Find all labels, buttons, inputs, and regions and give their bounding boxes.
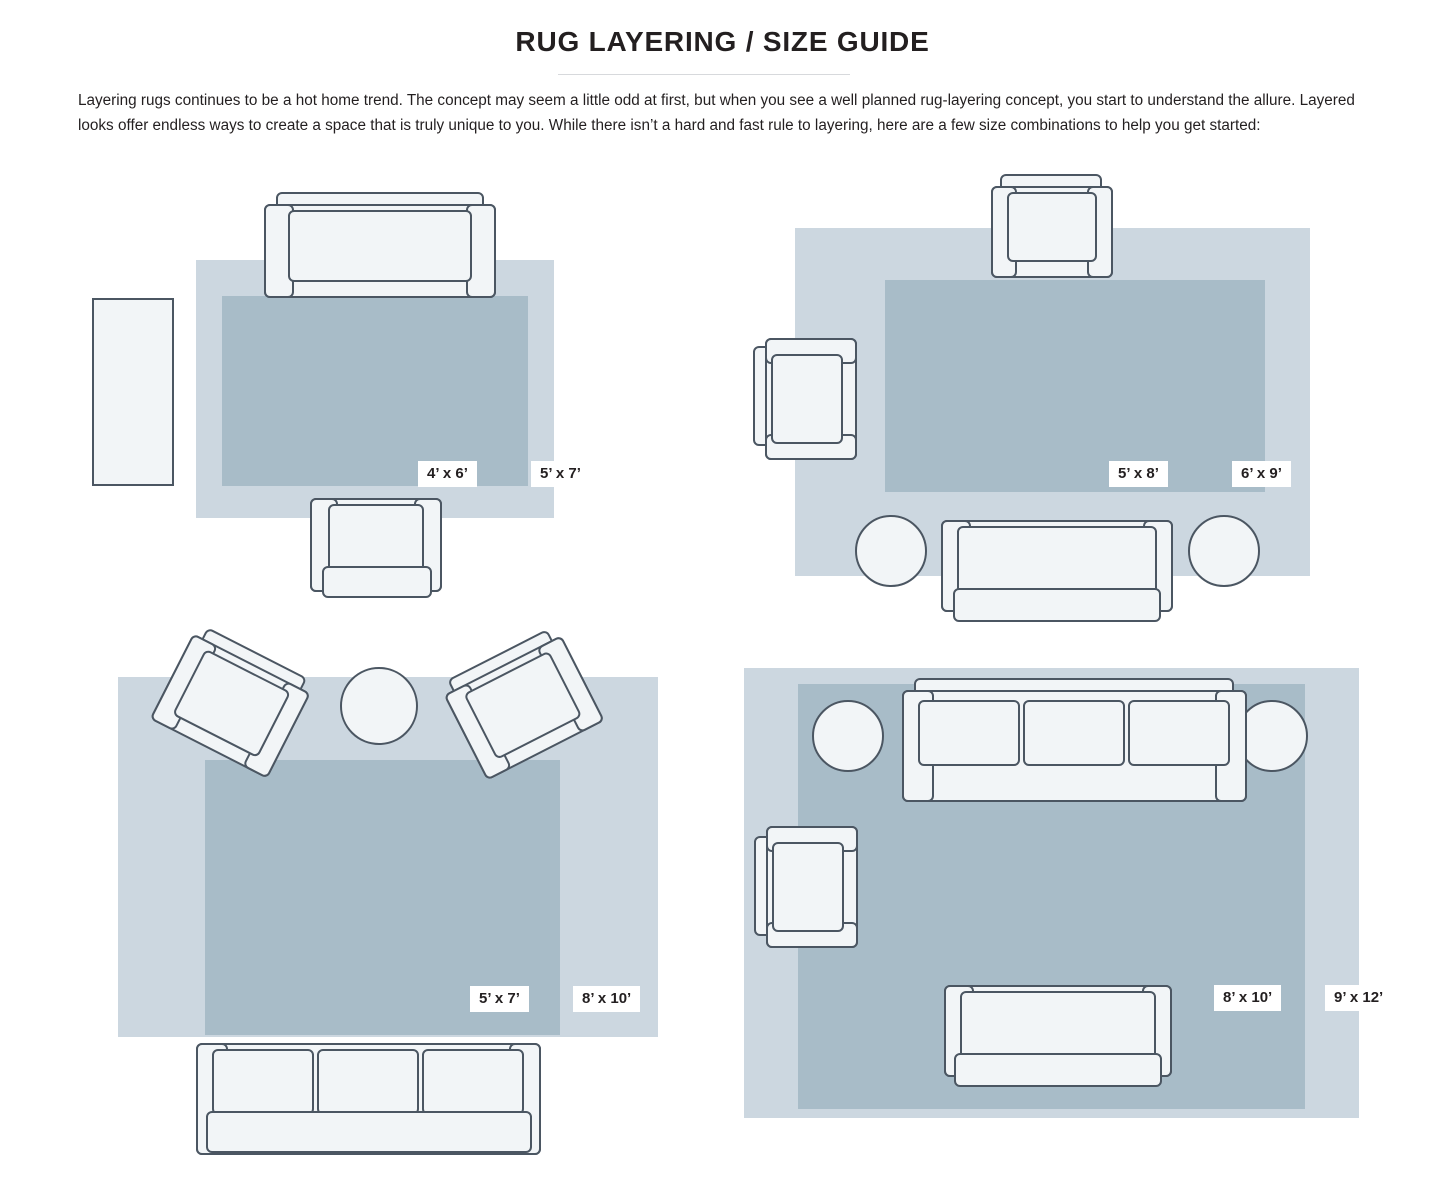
rug-inner-4x6 bbox=[222, 296, 528, 486]
intro-paragraph: Layering rugs continues to be a hot home trend. The concept may seem a little odd at first, but when you see a well planned rug-layering concept, you start to understand the allure. Layered looks offer endless ways to create a space that is truly unique to you. While there isn’t a hard and fast rule to layering, here are a few size combinations to help you get started: bbox=[78, 92, 1355, 134]
sofa-top-cushion-3 bbox=[1128, 700, 1230, 766]
sofa-top-cushion-2 bbox=[1023, 700, 1125, 766]
sofa-top-cushion-1 bbox=[918, 700, 1020, 766]
armchair-left-seat bbox=[771, 354, 843, 444]
rug-inner-5x8 bbox=[885, 280, 1265, 492]
round-side-table-right bbox=[1188, 515, 1260, 587]
sofa-bottom-cushion-3 bbox=[422, 1049, 524, 1115]
page-title: RUG LAYERING / SIZE GUIDE bbox=[515, 26, 930, 57]
size-label-inner-8x10: 8’ x 10’ bbox=[1214, 985, 1281, 1011]
armchair-top-seat bbox=[1007, 192, 1097, 262]
diagram-layout-2 bbox=[745, 170, 1355, 640]
size-label-outer-9x12: 9’ x 12’ bbox=[1325, 985, 1392, 1011]
size-label-outer-6x9: 6’ x 9’ bbox=[1232, 461, 1291, 487]
size-label-outer-5x7: 5’ x 7’ bbox=[531, 461, 590, 487]
armchair-bottom-front-cushion bbox=[322, 566, 432, 598]
side-table-left bbox=[92, 298, 174, 486]
sofa-bottom-cushion-1 bbox=[212, 1049, 314, 1115]
sofa-top-seat bbox=[288, 210, 472, 282]
round-side-table-left bbox=[812, 700, 884, 772]
sofa-bottom-front-cushion bbox=[953, 588, 1161, 622]
size-label-inner-5x8: 5’ x 8’ bbox=[1109, 461, 1168, 487]
armchair-left-seat bbox=[772, 842, 844, 932]
loveseat-bottom-front-cushion bbox=[954, 1053, 1162, 1087]
round-table-top-center bbox=[340, 667, 418, 745]
diagram-layout-4 bbox=[742, 660, 1384, 1150]
round-side-table-left bbox=[855, 515, 927, 587]
sofa-bottom-cushion-2 bbox=[317, 1049, 419, 1115]
size-label-inner-4x6: 4’ x 6’ bbox=[418, 461, 477, 487]
diagram-layout-3 bbox=[110, 645, 680, 1165]
size-label-outer-8x10: 8’ x 10’ bbox=[573, 986, 640, 1012]
sofa-bottom-front-cushion bbox=[206, 1111, 532, 1153]
title-divider bbox=[558, 74, 850, 75]
size-label-inner-5x7: 5’ x 7’ bbox=[470, 986, 529, 1012]
diagram-layout-1 bbox=[88, 180, 648, 610]
